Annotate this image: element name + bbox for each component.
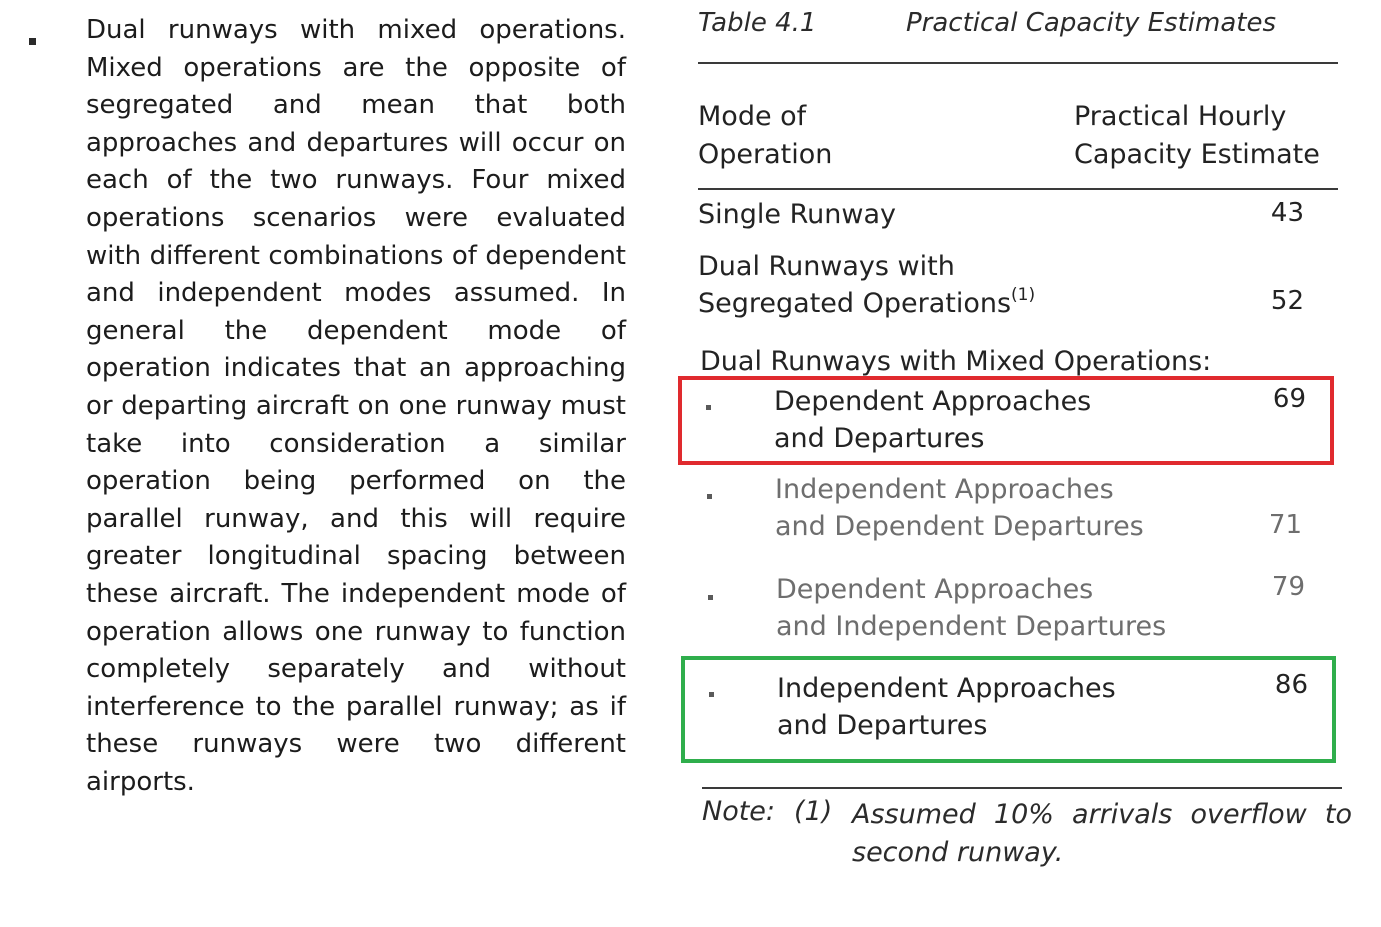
mixed-item-value: 79 <box>1271 572 1305 602</box>
note-number: (1) <box>794 796 833 827</box>
row-segregated-text: Dual Runways with Segregated Operations <box>698 251 1012 319</box>
row-segregated-label <box>698 248 1035 326</box>
mixed-item-value: 71 <box>1268 510 1302 540</box>
row-segregated-value: 52 <box>1270 286 1304 316</box>
sub-bullet <box>707 494 712 499</box>
body-paragraph: Dual runways with mixed operations. Mixed operations are the opposite of segregated and mean that both approaches and departures will occur on each of the two runways. Four mixed operations scenarios were evaluated with different combinations of dependent and independent modes assumed. In general the dependent mode of operation indicates that an approaching or departing aircraft on one runway must take into consideration a similar operation being performed on the parallel runway, and this will require greater longitudinal spacing between these aircraft. The independent mode of operation allows one runway to function completely separately and without interference to the parallel runway; as if these runways were two different airports. <box>86 15 626 797</box>
column-header-mode: Mode of Operation <box>698 101 833 170</box>
table-header-rule <box>698 188 1338 190</box>
mixed-item-value: 69 <box>1272 384 1306 414</box>
column-header-capacity: Practical Hourly Capacity Estimate <box>1074 101 1320 170</box>
footnote-ref: (1) <box>1011 285 1036 305</box>
bullet-marker <box>29 38 36 45</box>
mixed-item-label: Independent Approaches and Departures <box>777 673 1116 741</box>
sub-bullet <box>708 595 713 600</box>
table-bottom-rule <box>702 787 1342 789</box>
row-single-runway-label: Single Runway <box>698 199 896 230</box>
sub-bullet <box>706 405 711 410</box>
table-top-rule <box>698 62 1338 64</box>
mixed-operations-heading: Dual Runways with Mixed Operations: <box>700 346 1212 377</box>
note-label: Note: <box>702 796 776 827</box>
sub-bullet <box>709 692 714 697</box>
body-text-column <box>0 0 650 927</box>
table-label: Table 4.1 <box>698 8 817 38</box>
mixed-item-value: 86 <box>1274 670 1308 700</box>
mixed-item-label: Dependent Approaches and Departures <box>774 386 1092 454</box>
mixed-item-label: Dependent Approaches and Independent Departures <box>776 574 1167 642</box>
note-text: Assumed 10% arrivals overflow to second runway. <box>852 799 1352 868</box>
row-single-runway-value: 43 <box>1270 198 1304 228</box>
table-title: Practical Capacity Estimates <box>906 8 1277 38</box>
mixed-item-label: Independent Approaches and Dependent Departures <box>775 474 1144 542</box>
capacity-table <box>660 0 1381 927</box>
